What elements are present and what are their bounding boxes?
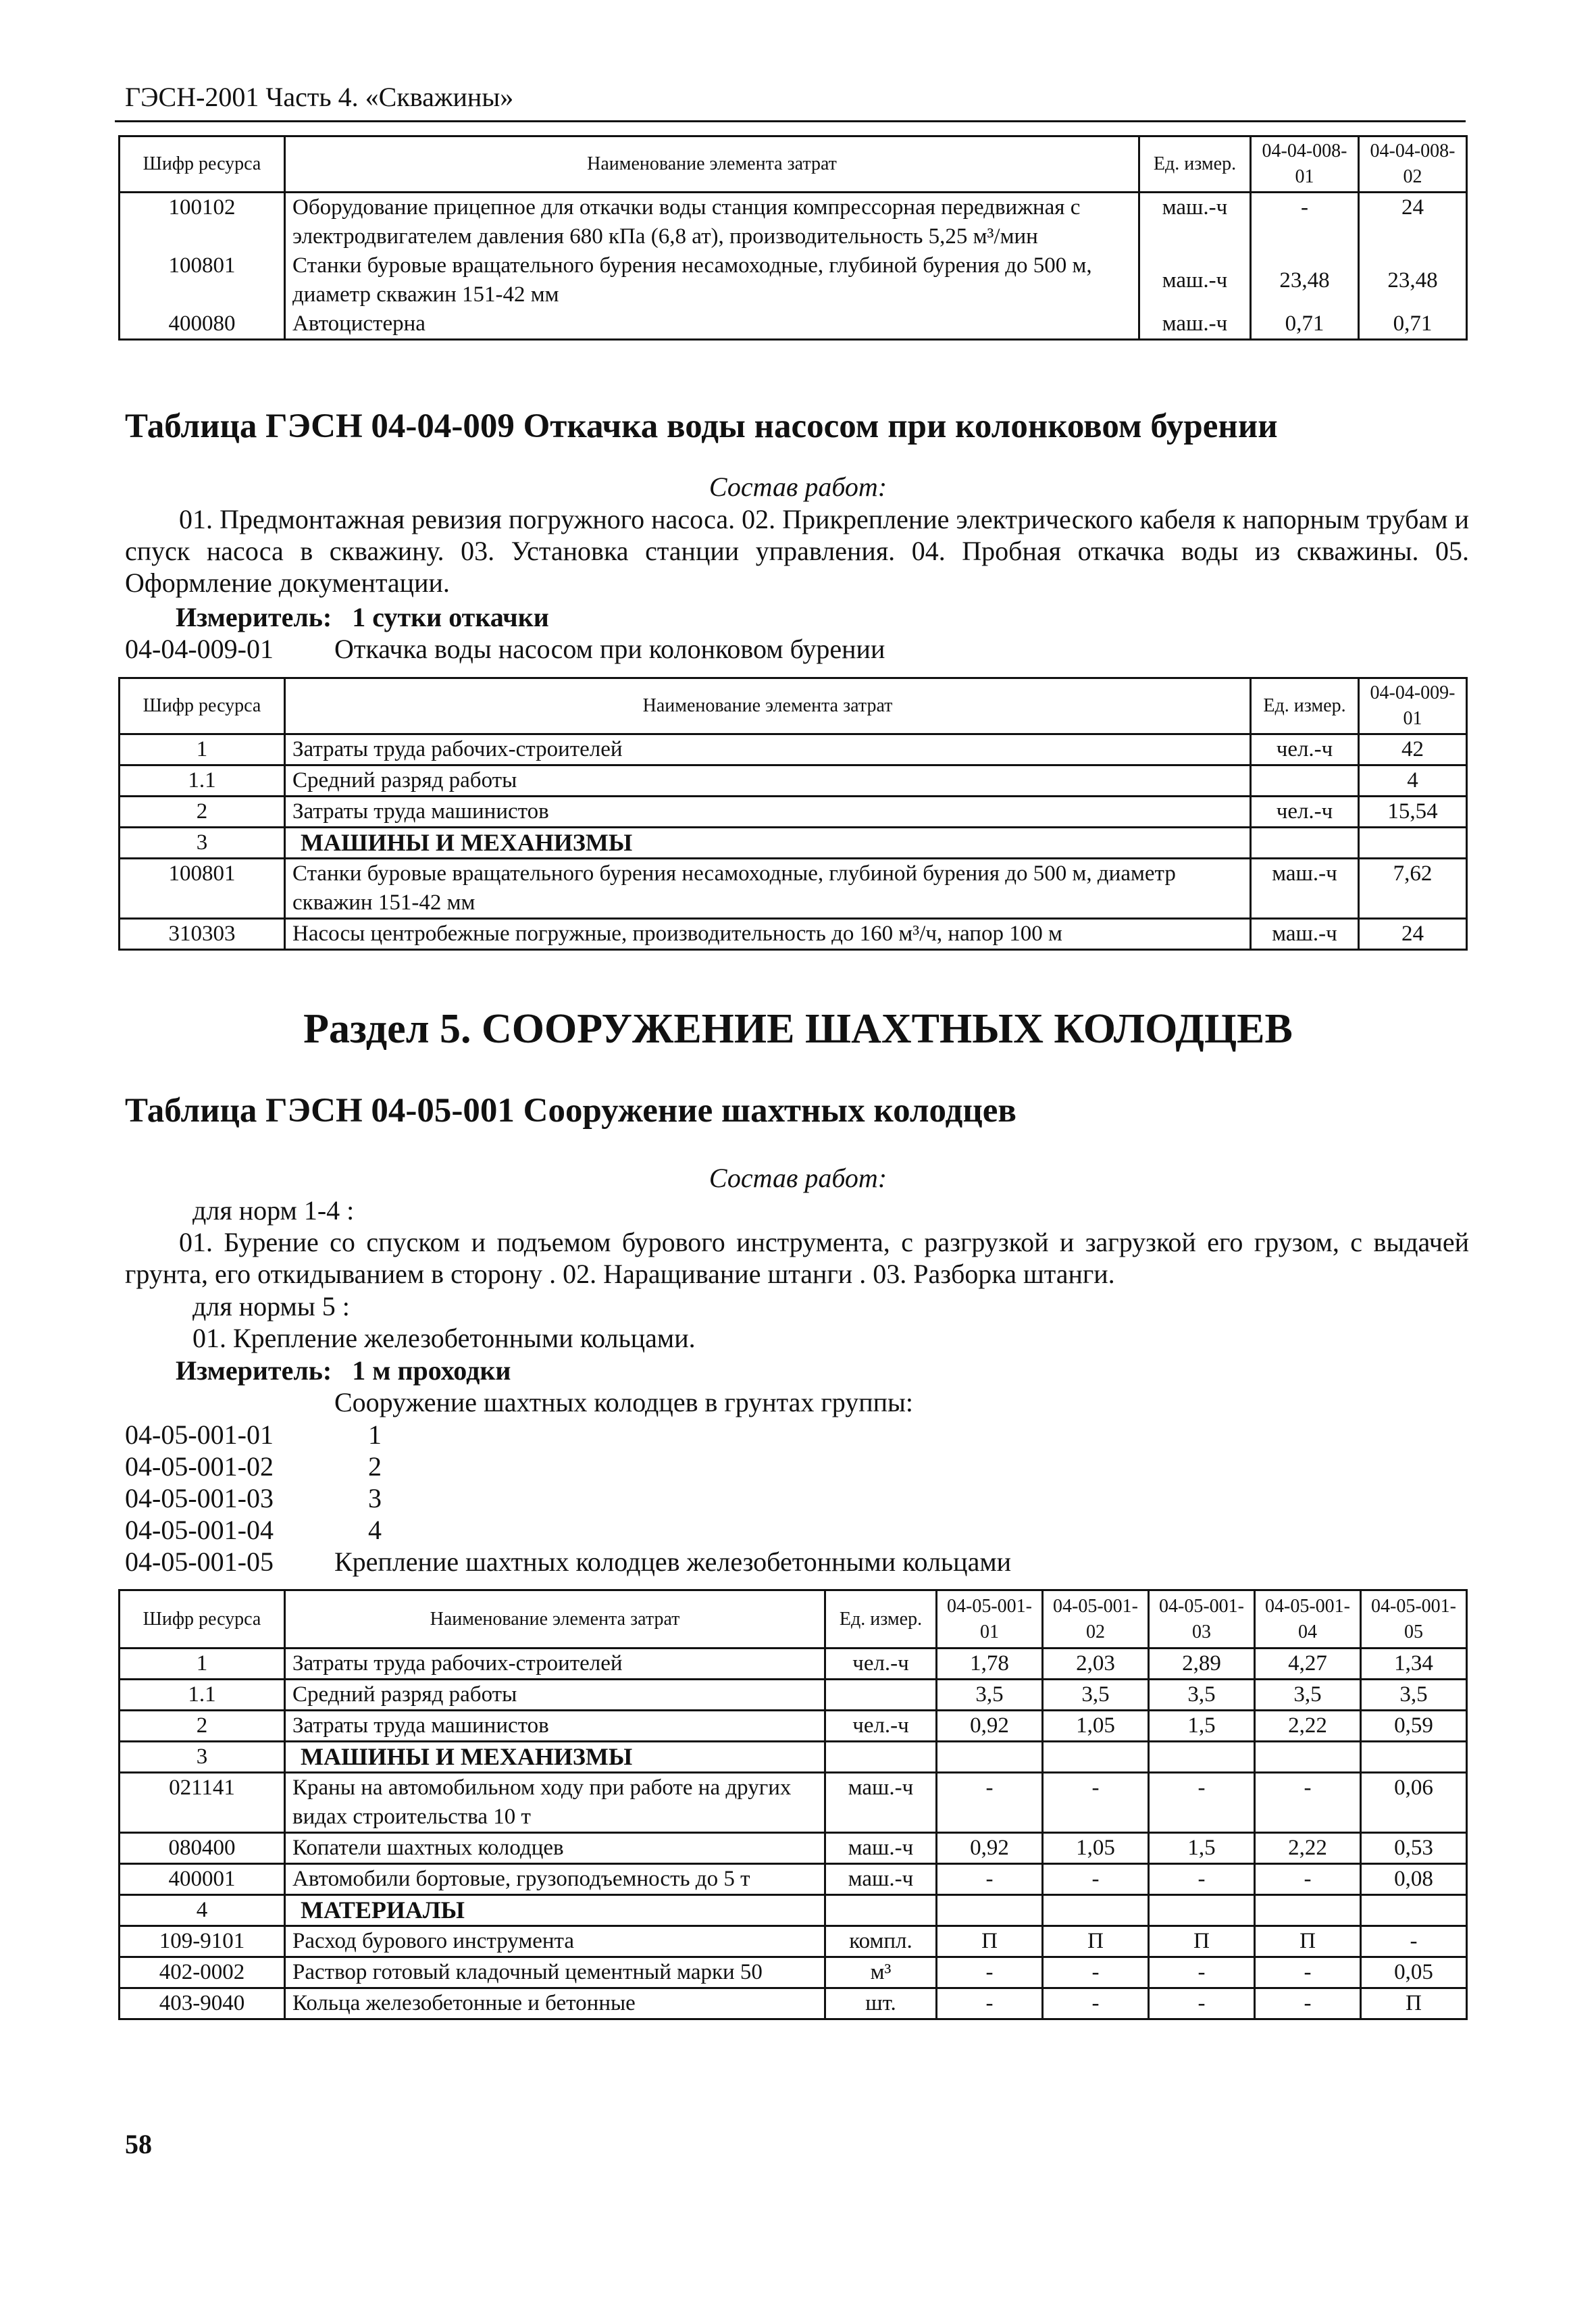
unit-cell: чел.-ч xyxy=(1251,734,1359,765)
unit-cell: маш.-ч xyxy=(1139,309,1251,340)
table-row xyxy=(120,1649,1467,1680)
unit-cell: чел.-ч xyxy=(825,1711,937,1742)
resource-code: 310303 xyxy=(120,919,285,950)
value-cell: 2,03 xyxy=(1043,1649,1149,1680)
unit-cell: чел.-ч xyxy=(1251,797,1359,828)
resource-name: Автоцистерна xyxy=(285,309,1139,340)
value-cell xyxy=(1149,1742,1255,1773)
works-description: 01. Предмонтажная ревизия погружного насоса. 02. Прикрепление электрического кабеля к напорным трубам и спуск насоса в скважину. 03. Установка станции управления. 04. Пробная откачка воды из скважины. 05. Оформление документации. xyxy=(125,504,1469,598)
value-cell: 7,62 xyxy=(1359,859,1467,919)
resource-code: 109-9101 xyxy=(120,1926,285,1957)
resource-name: Затраты труда рабочих-строителей xyxy=(285,1649,825,1680)
norm-name: 3 xyxy=(368,1483,382,1513)
norm-code: 04-05-001-01 xyxy=(125,1419,274,1450)
value-cell: 3,5 xyxy=(937,1680,1043,1711)
resource-group-heading: МАТЕРИАЛЫ xyxy=(285,1895,825,1926)
value-cell: - xyxy=(1043,1957,1149,1988)
table-row xyxy=(120,1988,1467,2019)
works-heading: Состав работ: xyxy=(709,1163,887,1193)
value-cell xyxy=(1043,1742,1149,1773)
norm-code: 04-05-001-04 xyxy=(125,1515,274,1545)
resource-code: 021141 xyxy=(120,1773,285,1833)
resource-name: Затраты труда рабочих-строителей xyxy=(285,734,1251,765)
value-cell: - xyxy=(937,1773,1043,1833)
value-cell: 3,5 xyxy=(1149,1680,1255,1711)
unit-cell: маш.-ч xyxy=(825,1833,937,1864)
column-header: Шифр ресурса xyxy=(120,136,285,193)
unit-cell: м³ xyxy=(825,1957,937,1988)
resource-name: Копатели шахтных колодцев xyxy=(285,1833,825,1864)
norm-code: 04-04-009-01 xyxy=(125,634,274,664)
value-cell xyxy=(1043,1895,1149,1926)
norm-name: Откачка воды насосом при колонковом бурении xyxy=(334,634,885,664)
value-cell: 0,08 xyxy=(1361,1864,1467,1895)
value-cell xyxy=(1359,828,1467,859)
resource-name: Затраты труда машинистов xyxy=(285,1711,825,1742)
column-header: 04-05-001-05 xyxy=(1361,1590,1467,1649)
norm-code: 04-05-001-03 xyxy=(125,1483,274,1513)
table-04-05-001 xyxy=(118,1589,1468,2020)
value-cell: - xyxy=(1043,1988,1149,2019)
meter-line xyxy=(176,1355,511,1386)
value-cell: П xyxy=(937,1926,1043,1957)
resource-name: Средний разряд работы xyxy=(285,765,1251,797)
resource-code: 1 xyxy=(120,734,285,765)
resource-code: 2 xyxy=(120,1711,285,1742)
value-cell: - xyxy=(1255,1864,1361,1895)
norm-5-label: для нормы 5 : xyxy=(192,1291,350,1322)
unit-cell: маш.-ч xyxy=(1139,193,1251,252)
unit-cell: маш.-ч xyxy=(1251,919,1359,950)
column-header: Ед. измер. xyxy=(1251,678,1359,734)
table-row xyxy=(120,765,1467,797)
value-cell: 4 xyxy=(1359,765,1467,797)
value-cell: 0,71 xyxy=(1359,309,1467,340)
resource-name: Кольца железобетонные и бетонные xyxy=(285,1988,825,2019)
norm-code: 04-05-001-05 xyxy=(125,1546,274,1577)
table-title: Таблица ГЭСН 04-05-001 Сооружение шахтных колодцев xyxy=(125,1092,1016,1130)
column-header: Ед. измер. xyxy=(825,1590,937,1649)
resource-name: Станки буровые вращательного бурения несамоходные, глубиной бурения до 500 м, диаметр скважин 151-42 мм xyxy=(285,859,1251,919)
value-cell xyxy=(1361,1742,1467,1773)
value-cell: - xyxy=(1149,1864,1255,1895)
norms-1-4-label: для норм 1-4 : xyxy=(192,1195,355,1226)
value-cell: 0,71 xyxy=(1251,309,1359,340)
value-cell: - xyxy=(1255,1988,1361,2019)
value-cell: - xyxy=(937,1864,1043,1895)
meter-value: 1 сутки откачки xyxy=(352,602,549,632)
resource-code: 400001 xyxy=(120,1864,285,1895)
value-cell: 0,59 xyxy=(1361,1711,1467,1742)
resource-code: 1.1 xyxy=(120,765,285,797)
value-cell xyxy=(937,1742,1043,1773)
meter-label: Измеритель: xyxy=(176,602,332,632)
table-header-row xyxy=(120,1590,1467,1649)
table-row xyxy=(120,1926,1467,1957)
meter-line xyxy=(176,601,549,633)
column-header: Наименование элемента затрат xyxy=(285,678,1251,734)
norm-name: Крепление шахтных колодцев железобетонными кольцами xyxy=(334,1546,1012,1577)
column-header: 04-04-008-01 xyxy=(1251,136,1359,193)
value-cell: П xyxy=(1361,1988,1467,2019)
value-cell: - xyxy=(1149,1988,1255,2019)
table-row xyxy=(120,1742,1467,1773)
column-header: Наименование элемента затрат xyxy=(285,136,1139,193)
value-cell: 0,92 xyxy=(937,1833,1043,1864)
table-row xyxy=(120,1773,1467,1833)
value-cell: 1,05 xyxy=(1043,1833,1149,1864)
table-row xyxy=(120,193,1467,252)
resource-name: Насосы центробежные погружные, производительность до 160 м³/ч, напор 100 м xyxy=(285,919,1251,950)
resource-name: Краны на автомобильном ходу при работе на других видах строительства 10 т xyxy=(285,1773,825,1833)
value-cell: 23,48 xyxy=(1359,251,1467,309)
value-cell: 24 xyxy=(1359,193,1467,252)
table-row xyxy=(120,1895,1467,1926)
column-header: Шифр ресурса xyxy=(120,1590,285,1649)
resource-code: 4 xyxy=(120,1895,285,1926)
unit-cell xyxy=(1251,828,1359,859)
value-cell: - xyxy=(937,1988,1043,2019)
column-header: 04-05-001-04 xyxy=(1255,1590,1361,1649)
table-row xyxy=(120,1957,1467,1988)
value-cell xyxy=(1255,1742,1361,1773)
table-row xyxy=(120,734,1467,765)
value-cell: 1,05 xyxy=(1043,1711,1149,1742)
value-cell: 3,5 xyxy=(1255,1680,1361,1711)
value-cell: 3,5 xyxy=(1361,1680,1467,1711)
value-cell: 3,5 xyxy=(1043,1680,1149,1711)
resource-name: Оборудование прицепное для откачки воды станция компрессорная передвижная с электродвигателем давления 680 кПа (6,8 ат), производительность 5,25 м³/мин xyxy=(285,193,1139,252)
table-04-04-009 xyxy=(118,677,1468,951)
value-cell: 0,92 xyxy=(937,1711,1043,1742)
column-header: 04-05-001-01 xyxy=(937,1590,1043,1649)
norm-name: 2 xyxy=(368,1451,382,1482)
table-body xyxy=(120,1649,1467,2019)
section-title: Раздел 5. СООРУЖЕНИЕ ШАХТНЫХ КОЛОДЦЕВ xyxy=(303,1006,1293,1052)
norm-name: 1 xyxy=(368,1419,382,1450)
resource-name: Средний разряд работы xyxy=(285,1680,825,1711)
unit-cell: чел.-ч xyxy=(825,1649,937,1680)
unit-cell: маш.-ч xyxy=(825,1864,937,1895)
resource-name: Затраты труда машинистов xyxy=(285,797,1251,828)
group-caption: Сооружение шахтных колодцев в грунтах группы: xyxy=(334,1387,914,1417)
value-cell: 1,78 xyxy=(937,1649,1043,1680)
resource-name: Станки буровые вращательного бурения несамоходные, глубиной бурения до 500 м, диаметр скважин 151-42 мм xyxy=(285,251,1139,309)
meter-label: Измеритель: xyxy=(176,1355,332,1386)
resource-code: 100102 xyxy=(120,193,285,252)
header-rule xyxy=(115,120,1466,122)
table-header-row xyxy=(120,678,1467,734)
table-row xyxy=(120,828,1467,859)
value-cell: 1,5 xyxy=(1149,1833,1255,1864)
resource-code: 100801 xyxy=(120,859,285,919)
table-title: Таблица ГЭСН 04-04-009 Откачка воды насосом при колонковом бурении xyxy=(125,407,1278,445)
unit-cell: маш.-ч xyxy=(825,1773,937,1833)
value-cell: - xyxy=(1043,1864,1149,1895)
norm-code: 04-05-001-02 xyxy=(125,1451,274,1482)
value-cell xyxy=(1255,1895,1361,1926)
table-row xyxy=(120,1833,1467,1864)
resource-code: 3 xyxy=(120,828,285,859)
table-row xyxy=(120,251,1467,309)
works-description-5: 01. Крепление железобетонными кольцами. xyxy=(192,1323,696,1353)
value-cell: 0,06 xyxy=(1361,1773,1467,1833)
table-row xyxy=(120,859,1467,919)
unit-cell xyxy=(825,1680,937,1711)
column-header: 04-04-008-02 xyxy=(1359,136,1467,193)
value-cell: 23,48 xyxy=(1251,251,1359,309)
value-cell: 15,54 xyxy=(1359,797,1467,828)
value-cell: 0,53 xyxy=(1361,1833,1467,1864)
value-cell: 1,34 xyxy=(1361,1649,1467,1680)
value-cell: П xyxy=(1043,1926,1149,1957)
resource-code: 2 xyxy=(120,797,285,828)
unit-cell: маш.-ч xyxy=(1139,251,1251,309)
unit-cell: компл. xyxy=(825,1926,937,1957)
value-cell: - xyxy=(937,1957,1043,1988)
resource-code: 1 xyxy=(120,1649,285,1680)
resource-code: 3 xyxy=(120,1742,285,1773)
column-header: 04-05-001-02 xyxy=(1043,1590,1149,1649)
resource-code: 402-0002 xyxy=(120,1957,285,1988)
norm-name: 4 xyxy=(368,1515,382,1545)
resource-name: Раствор готовый кладочный цементный марки 50 xyxy=(285,1957,825,1988)
value-cell: П xyxy=(1149,1926,1255,1957)
column-header: Шифр ресурса xyxy=(120,678,285,734)
resource-group-heading: МАШИНЫ И МЕХАНИЗМЫ xyxy=(285,1742,825,1773)
resource-code: 400080 xyxy=(120,309,285,340)
table-header-row xyxy=(120,136,1467,193)
table-row xyxy=(120,1680,1467,1711)
value-cell: П xyxy=(1255,1926,1361,1957)
page-number: 58 xyxy=(125,2129,152,2159)
value-cell: - xyxy=(1255,1957,1361,1988)
resource-group-heading: МАШИНЫ И МЕХАНИЗМЫ xyxy=(285,828,1251,859)
value-cell: 4,27 xyxy=(1255,1649,1361,1680)
unit-cell xyxy=(825,1742,937,1773)
unit-cell xyxy=(825,1895,937,1926)
table-row xyxy=(120,919,1467,950)
value-cell xyxy=(937,1895,1043,1926)
value-cell: - xyxy=(1043,1773,1149,1833)
resource-code: 100801 xyxy=(120,251,285,309)
column-header: 04-05-001-03 xyxy=(1149,1590,1255,1649)
table-row xyxy=(120,797,1467,828)
unit-cell: шт. xyxy=(825,1988,937,2019)
table-row xyxy=(120,309,1467,340)
resource-code: 080400 xyxy=(120,1833,285,1864)
column-header: Ед. измер. xyxy=(1139,136,1251,193)
unit-cell: маш.-ч xyxy=(1251,859,1359,919)
value-cell: - xyxy=(1255,1773,1361,1833)
table-row xyxy=(120,1864,1467,1895)
meter-value: 1 м проходки xyxy=(352,1355,511,1386)
column-header: 04-04-009-01 xyxy=(1359,678,1467,734)
resource-name: Автомобили бортовые, грузоподъемность до 5 т xyxy=(285,1864,825,1895)
resource-code: 403-9040 xyxy=(120,1988,285,2019)
value-cell: - xyxy=(1149,1773,1255,1833)
works-description: 01. Бурение со спуском и подъемом бурового инструмента, с разгрузкой и загрузкой его грузом, с выдачей грунта, его откидыванием в сторону . 02. Наращивание штанги . 03. Разборка штанги. xyxy=(125,1227,1469,1289)
works-heading: Состав работ: xyxy=(709,472,887,502)
value-cell: 0,05 xyxy=(1361,1957,1467,1988)
value-cell: 1,5 xyxy=(1149,1711,1255,1742)
value-cell xyxy=(1361,1895,1467,1926)
value-cell: 24 xyxy=(1359,919,1467,950)
value-cell: - xyxy=(1149,1957,1255,1988)
value-cell: 2,22 xyxy=(1255,1833,1361,1864)
value-cell: 2,89 xyxy=(1149,1649,1255,1680)
value-cell: 2,22 xyxy=(1255,1711,1361,1742)
value-cell: - xyxy=(1361,1926,1467,1957)
table-04-04-008 xyxy=(118,135,1468,341)
resource-code: 1.1 xyxy=(120,1680,285,1711)
column-header: Наименование элемента затрат xyxy=(285,1590,825,1649)
running-header: ГЭСН-2001 Часть 4. «Скважины» xyxy=(125,82,514,112)
resource-name: Расход бурового инструмента xyxy=(285,1926,825,1957)
value-cell: - xyxy=(1251,193,1359,252)
value-cell xyxy=(1149,1895,1255,1926)
table-row xyxy=(120,1711,1467,1742)
value-cell: 42 xyxy=(1359,734,1467,765)
unit-cell xyxy=(1251,765,1359,797)
